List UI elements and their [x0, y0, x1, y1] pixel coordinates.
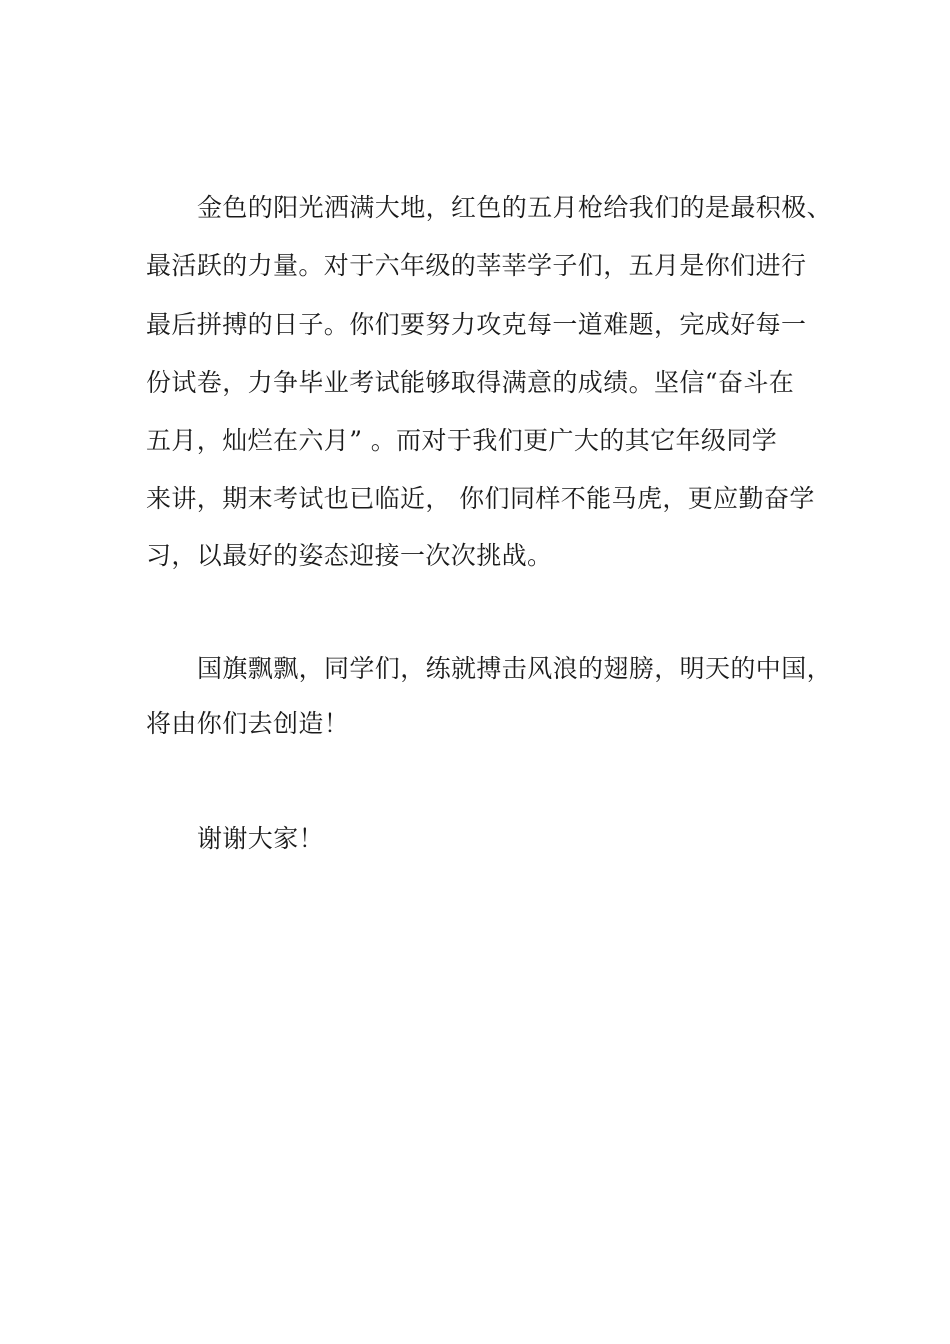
text-line: 份试卷，力争毕业考试能够取得满意的成绩。坚信“奋斗在	[146, 368, 795, 397]
text-line: 习，以最好的姿态迎接一次次挑战。	[146, 541, 553, 570]
text-line: 五月，灿烂在六月” 。而对于我们更广大的其它年级同学	[146, 426, 778, 455]
text-line: 将由你们去创造！	[146, 709, 350, 738]
text-line: 最活跃的力量。对于六年级的莘莘学子们，五月是你们进行	[146, 251, 807, 280]
text-line: 谢谢大家！	[197, 824, 325, 853]
text-line: 来讲，期末考试也已临近， 你们同样不能马虎，更应勤奋学	[146, 484, 815, 513]
text-line: 最后拼搏的日子。你们要努力攻克每一道难题，完成好每一	[146, 310, 807, 339]
text-line: 国旗飘飘，同学们，练就搏击风浪的翅膀，明天的中国，	[197, 654, 833, 683]
text-line: 金色的阳光洒满大地，红色的五月枪给我们的是最积极、	[197, 193, 833, 222]
